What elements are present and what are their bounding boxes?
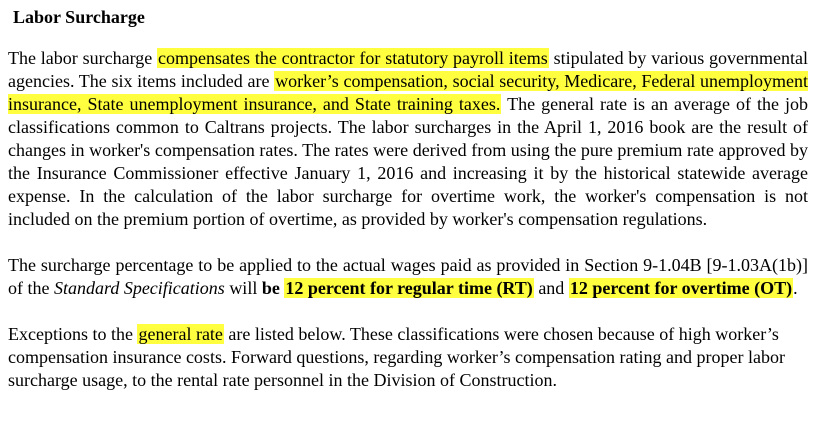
section-heading: Labor Surcharge bbox=[13, 7, 145, 27]
highlight-six-items: worker’s compensation, social security, Medicare, Federal unemployment insurance, State unemployment insurance, and State training taxes. bbox=[8, 71, 808, 114]
highlight-regular-time-rate: 12 percent for regular time (RT) bbox=[285, 278, 533, 298]
paragraph-surcharge-percentage bbox=[8, 254, 808, 300]
p3-text-2: are listed below. These classifications were chosen because of high worker’s compensation insurance costs. Forward questions, regarding worker’s compensation rating and proper labor surcharge usage, to the rental rate personnel in the Division of Construction. bbox=[8, 324, 785, 390]
paragraph-exceptions bbox=[8, 323, 808, 392]
p2-text-1: The surcharge percentage to be applied to the actual wages paid as provided in Section 9-1.04B [9-1.03A(1b)] of the bbox=[8, 255, 808, 298]
paragraph-labor-surcharge-description bbox=[8, 47, 808, 231]
document-page bbox=[8, 6, 808, 392]
highlight-general-rate: general rate bbox=[138, 324, 223, 344]
p2-text-5: . bbox=[793, 278, 798, 298]
p3-text-1: Exceptions to the bbox=[8, 324, 138, 344]
p1-text-2: stipulated by various governmental agencies. The six items included are bbox=[8, 48, 808, 91]
standard-specifications-title: Standard Specifications bbox=[53, 278, 225, 298]
p1-text-1: The labor surcharge bbox=[8, 48, 158, 68]
p2-text-2: will bbox=[224, 278, 262, 298]
p2-text-4: and bbox=[533, 278, 569, 298]
highlight-payroll-items: compensates the contractor for statutory payroll items bbox=[158, 48, 548, 68]
p1-text-3: The general rate is an average of the job classifications common to Caltrans projects. The labor surcharges in the April 1, 2016 book are the result of changes in worker's compensation rates. The rates were derived from using the pure premium rate approved by the Insurance Commissioner effective January 1, 2016 and increasing it by the historical statewide average expense. In the calculation of the labor surcharge for overtime work, the worker's compensation is not included on the premium portion of overtime, as provided by worker's compensation regulations. bbox=[8, 94, 808, 229]
highlight-overtime-rate: 12 percent for overtime (OT) bbox=[569, 278, 793, 298]
p2-bold-be: be bbox=[261, 278, 280, 298]
